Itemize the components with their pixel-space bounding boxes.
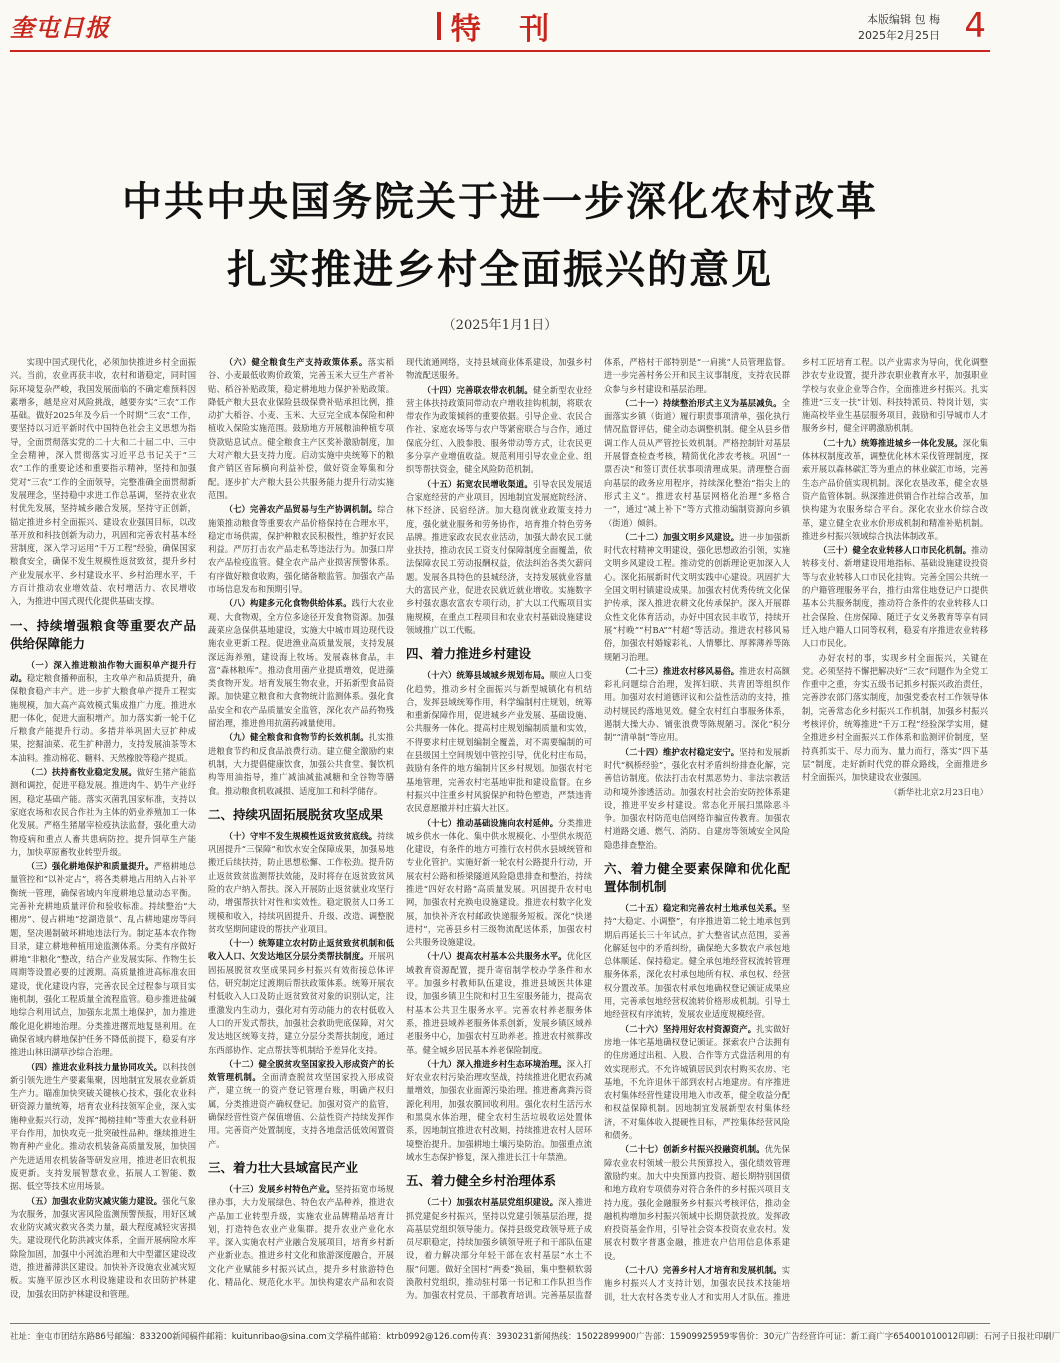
section-heading: 五、着力健全乡村治理体系 — [406, 1173, 557, 1189]
article-paragraph — [208, 830, 394, 936]
paragraph-label: （十九）深入推进乡村生态环境治理。 — [422, 1058, 567, 1069]
paragraph-label: （二十六）坚持用好农村资源资产。 — [620, 1023, 757, 1034]
footer-fax: 传真：3930231 — [470, 1332, 534, 1342]
paragraph-text: 坚持“大稳定、小调整”，有序推进第二轮土地承包到期后再延长三十年试点，扩大整省试点范围，妥善化解延包中的矛盾纠纷，确保绝大多数农户承包地总体顺延、保持稳定。健全承包地经营权流转管理服务体系，深化农村承包地所有权、承包权、经营权分置改革。加强农村承包地确权登记颁证成果应用，完善承包地经营权流转价格形成机制。引导土地经营权有序流转，发展农业适度规模经营。 — [604, 902, 790, 1020]
paragraph-text: 持续巩固提升“三保障”和饮水安全保障成果，加强易地搬迁后续扶持，防止思想松懈、工作松劲。提升防止返贫致贫监测帮扶效能，及时将存在返贫致贫风险的农户纳入帮扶。深入开展防止返贫就业攻坚行动，增强帮扶针对性和实效性。稳定脱贫人口务工规模和收入，持续巩固提升、升级、改造、调整脱贫攻坚期间建设的帮扶产业项目。 — [208, 830, 394, 934]
article-paragraph — [406, 669, 592, 815]
section-heading: 六、着力健全要素保障和优化配置体制机制 — [604, 860, 790, 894]
paragraph-label: （二十四）维护农村稳定安宁。 — [620, 746, 740, 757]
paragraph-label: （十）守牢不发生规模性返贫致贫底线。 — [224, 830, 378, 841]
article-paragraph — [10, 659, 196, 765]
section-heading: 一、持续增强粮食等重要农产品供给保障能力 — [10, 617, 196, 651]
paragraph-label: （八）构建多元化食物供给体系。 — [224, 598, 352, 609]
section-title: 特 刊 — [450, 12, 564, 47]
masthead-meta — [858, 12, 940, 44]
section-heading: 二、持续巩固拓展脱贫攻坚成果 — [208, 806, 384, 822]
article-paragraph — [604, 397, 790, 530]
paragraph-label: （二十）加强农村基层党组织建设。 — [422, 1197, 559, 1208]
paragraph-text: 健全新型农业经营主体扶持政策同带动农户增收挂钩机制，将联农带农作为政策倾斜的重要依据。引导企业、农民合作社、家庭农场等与农户等紧密联合与合作，通过保底分红、入股参股、服务带动等方式，让农民更多分享产业增值收益。规范利用引导农业企业、组织等帮扶资金，健全风险防范机制。 — [406, 384, 592, 475]
issue-date: 2025年2月25日 — [858, 29, 940, 42]
paragraph-label: （十一）统筹建立农村防止返贫致贫机制和低收入人口、欠发达地区分层分类帮扶制度。 — [208, 938, 394, 962]
footer-rule — [10, 1323, 990, 1324]
article-paragraph — [802, 437, 988, 543]
article-paragraph — [208, 731, 394, 797]
paragraph-text: 引导农民发展适合家庭经营的产业项目，因地制宜发展庭院经济、林下经济、民宿经济。加大稳岗就业政策支持力度，强化就业服务和劳务协作，培育推介特色劳务品牌。推进家政农民农业活动，加强大龄农民工就业扶持，推动农民工资支付保障制度全面覆盖，依法保障农民工劳动报酬权益，依法纠治各类欠薪问题。发展各具特色的县城经济，支持发展就业容量大的富民产业，促进农民就近就业增收。实施数字乡村强农惠农富农专项行动，扩大以工代赈项目实施规模，在重点工程项目和农业农村基础设施建设领域推广以工代赈。 — [406, 478, 592, 635]
paragraph-text: 深化集体林权制度改革，调整优化林木采伐管理制度，探索开展以森林碳汇等为重点的林业碳汇市场，完善生态产品价值实现机制。深化农垦改革，健全农垦资产监管体制。纵深推进供销合作社综合改革，加快构建为农服务综合平台。深化农业水价综合改革，建立健全农业水价形成机制和精准补贴机制。推进乡村振兴领域综合执法体制改革。 — [802, 437, 988, 541]
footer-postcode: 邮编：833200 — [114, 1332, 173, 1342]
paragraph-text: 践行大农业观、大食物观，全方位多途径开发食物资源。加强蔬菜应急保供基地建设，实施大中城市周边现代设施农业更新工程。促进渔业高质量发展，支持发展深远海养殖，建设海上牧场。发展森林食品，丰富“森林粮库”。推动食用菌产业提质增效，促进藻类食物开发。培育发展生物农业，开拓新型食品资源。加快建立粮食和大食物统计监测体系。强化食品安全和农产品质量安全监管，深化农产品药物残留治理，推进兽用抗菌药减量使用。 — [208, 598, 394, 729]
paragraph-text: 强化气象为农服务，加强灾害风险监测预警预报，用好区域农业防灾减灾救灾各类力量，最大程度减轻灾害损失。建设现代化防洪减灾体系，全面开展病险水库除险加固，加强中小河流治理和大中型灌区建设改造，推进蓄滞洪区建设。加快补齐设施农业减灾短板。实施平原沙区水利设施建设和农田防护林建设，加强农田防护林建设和管理。 — [10, 1195, 196, 1299]
article-paragraph — [406, 1058, 592, 1164]
paragraph-text: 扎实做好房地一体宅基地确权登记颁证。探索农户合法拥有的住房通过出租、入股、合作等方式盘活利用的有效实现形式。不允许城镇居民到农村购买农房、宅基地，不允许退休干部到农村占地建房。有序推进农村集体经营性建设用地入市改革，健全收益分配和权益保障机制。因地制宜发展新型农村集体经济，不对集体收入提硬性目标，严控集体经营风险和债务。 — [604, 1023, 790, 1141]
paragraph-text: 实施乡村振兴人才支持计划，加强农民技术技能培训，壮大农村各类专业人才和实用人才队伍。推进乡村工匠培育工程。以产业需求为导向，优化调整涉农专业设置，提升涉农职业教育水平，加强职业学校与农业企业等合作，全面推进乡村振兴。扎实推进“三支一扶”计划、科技特派员、特岗计划，实施高校毕业生基层服务项目，鼓励和引导城市人才服务乡村，健全评聘激励机制。 — [604, 357, 988, 1302]
paragraph-label: （十五）拓宽农民增收渠道。 — [422, 478, 533, 489]
paragraph-text: 综合施策推动粮食等重要农产品价格保持在合理水平，稳定市场供需，保护种粮农民积极性，维护好农民利益。严厉打击农产品走私等违法行为。加强口岸农产品检疫监管。健全农产品产业损害预警体系。有序做好粮食收购，强化储备粮监管。加强农产品市场信息发布和预期引导。 — [208, 504, 394, 595]
article-paragraph — [604, 746, 790, 852]
paragraph-label: （十八）提高农村基本公共服务水平。 — [422, 951, 567, 962]
paragraph-text: 深入推进抓党建促乡村振兴，坚持以党建引领基层治理，提高基层党组织领导能力。保持县级党政领导班子成员尽职稳定，持续加强乡镇领导班子和干部队伍建设，着力解决部分年轻干部在农村基层“水土不服”问题。做好全国村“两委”换届，集中整顿软弱涣散村党组织，推动驻村第一书记和工作队担当作为。加强农村党员、干部教育培训。完善基层监督体系，严格村干部特别是“一肩挑”人员管理监督。进一步完善村务公开和民主议事制度，支持农民群众参与乡村建设和基层治理。 — [406, 357, 790, 1301]
paragraph-text: 扎实推进粮食节约和反食品浪费行动。建立健全激励约束机制，大力提倡健康饮食，加强公共食堂、餐饮机构等用油指导，推广减油减盐减糖和全谷物等膳食。推动粮食机收减损、适度加工和科学储存。 — [208, 732, 394, 796]
article-paragraph — [208, 597, 394, 730]
article-paragraph — [10, 1195, 196, 1301]
article-paragraph — [604, 531, 790, 664]
footer-news-tel: 新闻热线：15022899900 — [533, 1332, 636, 1342]
masthead-rule — [10, 50, 990, 52]
footer-article-email: 文学稿件邮箱：ktrb0992@126.com — [326, 1332, 471, 1342]
paragraph-text: 优先保障农业农村领域一般公共预算投入，强化绩效管理激励约束。加大中央预算内投资、超长期特别国债和地方政府专项债券对符合条件的乡村振兴项目支持力度。强化金融服务乡村振兴考核评估，推动金融机构增加乡村振兴领域中长期贷款投放。发挥政府投资基金作用，引导社会资本投资农业农村。发展农村数字普惠金融，推进农户信用信息体系建设。 — [604, 1144, 790, 1261]
paragraph-text: 全面落实乡镇（街道）履行职责事项清单，强化执行情况监督评估，健全动态调整机制。健全从县乡借调工作人员从严管控长效机制。严格控制针对基层开展督查检查考核，精简优化涉农考核。巩固“一票否决”和签订责任状事项清理成果。清理整合面向基层的政务应用程序，持续深化整治“指尖上的形式主义”。推进农村基层网格化治理“多格合一”，通过“减上补下”等方式推动编制资源向乡镇（街道）倾斜。 — [604, 397, 790, 528]
paragraph-label: （十二）健全脱贫攻坚国家投入形成资产的长效管理机制。 — [208, 1058, 394, 1083]
article-body — [10, 356, 988, 1312]
paragraph-text: 做好生猪产能监测和调控，促进平稳发展。推进肉牛、奶牛产业纾困，稳定基础产能。落实灭菌乳国家标准，支持以家庭农场和农民合作社为主体的奶业养殖加工一体化发展。严格生猪屠宰检疫执法监督，强化重大动物疫病和重点人畜共患病防控。提升饲草生产能力，加快草原畜牧业转型升级。 — [10, 767, 196, 857]
article-paragraph — [10, 766, 196, 859]
article-paragraph — [802, 544, 988, 650]
paragraph-label: （十四）完善联农带农机制。 — [422, 384, 533, 395]
article-paragraph — [406, 478, 592, 638]
article-paragraph — [604, 665, 790, 745]
newspaper-logo: 奎屯日报 — [10, 13, 110, 42]
section-bar-left — [437, 12, 441, 40]
section-heading: 四、着力推进乡村建设 — [406, 646, 532, 662]
paragraph-text: 分类推进城乡供水一体化、集中供水规模化、小型供水规范化建设，有条件的地方可推行农村供水县域统管和专业化管护。实施好新一轮农村公路提升行动，开展农村公路和桥梁隧道风险隐患排查和整治，持续推进“四好农村路”高质量发展。巩固提升农村电网，加强农村充换电设施建设。推进农村数字化发展，加快补齐农村邮政快递服务短板。深化“快递进村”，完善县乡村三级物流配送体系，加强农村公共服务设施建设。 — [406, 817, 592, 948]
article-paragraph — [208, 937, 394, 1057]
paragraph-label: （十六）统筹县域城乡规划布局。 — [422, 670, 550, 681]
paragraph-label: （二十八）完善乡村人才培育和发展机制。 — [620, 1265, 782, 1275]
paragraph-label: （二十七）创新乡村振兴投融资机制。 — [620, 1144, 765, 1155]
article-paragraph — [406, 817, 592, 950]
paragraph-text: 坚持和发展新时代“枫桥经验”，强化农村矛盾纠纷排查化解，完善信访制度。依法打击农村黑恶势力、非法宗教活动和境外渗透活动。加强农村社会治安防控体系建设，推进平安乡村建设。常态化开展扫黑除恶斗争。加强农村防范电信网络诈骗宣传教育。加强农村道路交通、燃气、消防、自建房等领域安全风险隐患排查整治。 — [604, 746, 790, 850]
paragraph-text: 推动转移支付、新增建设用地指标、基础设施建设投资等与农业转移人口市民化挂钩。完善全国公共统一的户籍管理服务平台，推行由常住地登记户口提供基本公共服务制度，推动符合条件的农业转移人口社会保险、住房保障、随迁子女义务教育等享有同迁入地户籍人口同等权利，稳妥有序推进农业转移人口市民化。 — [802, 545, 988, 649]
paragraph-label: （一）深入推进粮油作物大面积单产提升行动。 — [10, 659, 196, 683]
footer-ad-license: 广告经营许可证：新工商广字654001010012 — [782, 1332, 959, 1342]
paragraph-text: 开展巩固拓展脱贫攻坚成果同乡村振兴有效衔接总体评估，研究制定过渡期后帮扶政策体系。统筹开展农村低收入人口及防止返贫致贫对象的识别认定，注重激发内生动力，强化对有劳动能力的农村低收入人口的开发式帮扶，加强社会救助兜底保障，对欠发达地区统筹支持，建立分层分类帮扶制度，通过东西部协作、定点帮扶等机制给予差异化支持。 — [208, 951, 394, 1055]
paragraph-label: （二十一）持续整治形式主义为基层减负。 — [620, 397, 782, 408]
article-paragraph — [208, 356, 394, 502]
paragraph-label: （九）健全粮食和食物节约长效机制。 — [224, 732, 369, 743]
paragraph-text: 全面清查脱贫攻坚国家投入形成资产，建立统一的资产登记管理台账，明确产权归属，分类推进资产确权登记。加强对资产的监管，确保经营性资产保值增值、公益性资产持续发挥作用。完善资产处置制度，支持各地盘活低效闲置资产。 — [208, 1072, 394, 1149]
paragraph-text: 稳定粮食播种面积，主攻单产和品质提升，确保粮食稳产丰产。进一步扩大粮食单产提升工程实施规模，加大高产高效模式集成推广力度。推进水肥一体化，促进大面积增产。加力落实新一轮千亿斤粮食产能提升行动。多措并举巩固大豆扩种成果，挖掘油菜、花生扩种潜力，支持发展油茶等木本油料。推动棉花、糖料、天然橡胶等稳产提质。 — [10, 672, 196, 763]
headline-line-2: 扎实推进乡村全面振兴的意见 — [227, 247, 773, 293]
paragraph-text: 优化区域教育资源配置，提升寄宿制学校办学条件和水平。加强乡村教师队伍建设，推进县域医共体建设，加强乡镇卫生院和村卫生室服务能力，提高农村基本公共卫生服务水平。完善农村养老服务体系，推进县域养老服务体系创新，发展乡镇区域养老服务中心，加强农村互助养老。推进农村殡葬改革。健全城乡居民基本养老保险制度。 — [406, 951, 592, 1055]
closing-paragraph: 办好农村的事，实现乡村全面振兴，关键在党。必须坚持不懈把解决好“三农”问题作为全党工作重中之重，夯实五级书记抓乡村振兴政治责任，完善涉农部门落实制度，加强党委农村工作领导体制，完善常态化乡村振兴工作机制，加强乡村振兴考核评价，统筹推进“千万工程”经验深学实用，健全推进乡村全面振兴工作体系和监测评价制度，坚持真抓实干、尽力而为、量力而行，落实“四下基层”制度，走好新时代党的群众路线，全面推进乡村全面振兴，加快建设农业强国。 — [802, 652, 988, 783]
section-heading: 三、着力壮大县域富民产业 — [208, 1159, 359, 1175]
document-date: （2025年1月1日） — [442, 318, 558, 333]
paragraph-label: （二十三）推进农村移风易俗。 — [620, 665, 740, 676]
article-paragraph — [604, 1143, 790, 1263]
article-paragraph — [604, 902, 790, 1022]
paragraph-label: （二十二）加强文明乡风建设。 — [620, 531, 740, 542]
paragraph-label: （七）完善农产品贸易与生产协调机制。 — [224, 504, 378, 515]
paragraph-text: 严格耕地总量管控和“以补定占”，将各类耕地占用纳入占补平衡统一管理，确保省域内年度耕地总量动态平衡。完善补充耕地质量评价和验收标准。持续整治“大棚房”、侵占耕地“挖湖造景”、乱占耕地建房等问题，坚决遏制破坏耕地违法行为。制定基本农作物目录，建立耕地种植用途监测体系。分类有序做好耕地“非粮化”整改，结合产业发展实际、作物生长周期等设置必要的过渡期。高质量推进高标准农田建设，优化建设内容，完善农民全过程参与项目实施机制，强化工程质量全流程监管。稳步推进盐碱地综合利用试点，加强东北黑土地保护，加力推进酸化退化耕地治理。分类推进撂荒地复垦利用。在确保省域内耕地保护任务不降低前提下，稳妥有序推进山林田湖草沙综合治理。 — [10, 861, 196, 1058]
paragraph-label: （五）加强农业防灾减灾能力建设。 — [26, 1195, 163, 1206]
paragraph-label: （十三）发展乡村特色产业。 — [224, 1183, 335, 1194]
paragraph-text: 以科技创新引领先进生产要素集聚，因地制宜发展农业新质生产力。瞄准加快突破关键核心技术，强化农业科研资源力量统筹，培育农业科技领军企业，深入实施种业振兴行动，发挥“揭榜挂帅”等重大农业科研平台作用，加快攻克一批突破性品种。继续推进生物育种产业化。推动农机装备高质量发展，加快国产先进适用农机装备等研发应用，推进老旧农机报废更新。支持发展智慧农业，拓展人工智能、数据、低空等技术应用场景。 — [10, 1061, 196, 1192]
paragraph-label: （三十）健全农业转移人口市民化机制。 — [818, 545, 972, 556]
paragraph-text: 坚持拓宽市场规律办事，大力发展绿色、特色农产品种养，推进农产品加工业转型升级，实施农业品牌精品培育计划，打造特色农业产业集群。提升农业产业化水平。深入实施农村产业融合发展项目，培育乡村新产业新业态。推进乡村文化和旅游深度融合，开展文化产业赋能乡村振兴试点，提升乡村旅游特色化、精品化、规范化水平。加快构建农产品和农资现代流通网络，支持县域商业体系建设，加强乡村物流配送服务。 — [208, 357, 592, 1287]
paragraph-text: 推进农村高额彩礼问题综合治理，发挥妇联、共青团等组织作用。加强对农村道德评议和公益性活动的支持，推动村规民约落地见效。健全农村红白事服务体系，遏制大操大办、铺张浪费等陈规陋习。深化“积分制”“清单制”等应用。 — [604, 665, 790, 743]
article-paragraph — [406, 384, 592, 477]
paragraph-label: （二十五）稳定和完善农村土地承包关系。 — [620, 902, 782, 913]
paragraph-label: （四）推进农业科技力量协同攻关。 — [26, 1061, 163, 1072]
article-paragraph — [10, 1061, 196, 1194]
footer-news-email: 新闻稿件邮箱：kuitunribao@sina.com — [172, 1332, 327, 1342]
paragraph-label: （三）强化耕地保护和质量提升。 — [26, 861, 154, 872]
editor-line: 本版编辑 包 梅 — [867, 13, 940, 26]
paragraph-label: （二）扶持畜牧业稳定发展。 — [26, 767, 137, 778]
section-banner — [400, 6, 590, 46]
paragraph-text: 进一步加强新时代农村精神文明建设，强化思想政治引领，实施文明乡风建设工程。推动党的创新理论更加深入人心。深化拓展新时代文明实践中心建设。巩固扩大全国文明村镇建设成果。加强农村优秀传统文化保护传承，深入推进农耕文化传承保护。深入开展群众性文化体育活动，办好中国农民丰收节，持续开展“村晚”“村BA”“村超”等活动。推进农村移风易俗，加强农村婚嫁彩礼、人情攀比、厚葬薄养等陈规陋习治理。 — [604, 531, 790, 662]
paragraph-text: 深入打好农业农村污染治理攻坚战，持续推进化肥农药减量增效，加强农业面源污染治理。推进畜禽粪污资源化利用，加强农膜回收利用。强化农村生活污水和黑臭水体治理，健全农村生活垃圾收运处置体系，因地制宜推进农村改厕，持续推进农村人居环境整治提升。加强耕地土壤污染防治。加强重点流域水生态保护修复，深入推进长江十年禁渔。 — [406, 1058, 592, 1162]
paragraph-label: （六）健全粮食生产支持政策体系。 — [224, 357, 368, 367]
page-number: 4 — [964, 6, 986, 46]
footer — [10, 1330, 1060, 1342]
article-paragraph — [208, 1058, 394, 1151]
article-paragraph — [406, 950, 592, 1056]
footer-price: 零售价：30元 — [729, 1332, 783, 1342]
article-paragraph — [604, 1023, 790, 1143]
intro-paragraph: 实现中国式现代化，必须加快推进乡村全面振兴。当前，农业再获丰收，农村和谐稳定，同时国际环境复杂严峻，我国发展面临的不确定难预料因素增多，越是应对风险挑战，越要夯实“三农”工作基础。做好2025年及今后一个时期“三农”工作，要坚持以习近平新时代中国特色社会主义思想为指导，全面贯彻落实党的二十大和二十届二中、三中全会精神，深入贯彻落实习近平总书记关于“三农”工作的重要论述和重要指示精神，坚持和加强党对“三农”工作的全面领导，完整准确全面贯彻新发展理念，坚持稳中求进工作总基调，坚持农业农村优先发展，坚持城乡融合发展，坚持守正创新，锚定推进乡村全面振兴、建设农业强国目标，以改革开放和科技创新为动力，巩固和完善农村基本经营制度，深入学习运用“千万工程”经验，确保国家粮食安全，确保不发生规模性返贫致贫，提升乡村产业发展水平、乡村建设水平、乡村治理水平，千方百计推动农业增效益、农村增活力、农民增收入，为推进中国式现代化提供基础支撑。 — [10, 357, 196, 607]
byline: （新华社北京2月23日电） — [889, 786, 988, 797]
paragraph-text: 落实稻谷、小麦最低收购价政策，完善玉米大豆生产者补贴、稻谷补贴政策，稳定耕地地力保护补贴政策。降低产粮大县农业保险县级保费补贴承担比例，推动扩大稻谷、小麦、玉米、大豆完全成本保险和种植收入保险实施范围。鼓励地方开展粮油种植专项贷款贴息试点。健全粮食主产区奖补激励制度，加大对产粮大县支持力度。启动实施中央统筹下的粮食产销区省际横向利益补偿，做好资金筹集和分配。逐步扩大产粮大县公共服务能力提升行动实施范围。 — [208, 357, 394, 500]
article-paragraph — [208, 503, 394, 596]
paragraph-text: 顺应人口变化趋势，推动乡村全面振兴与新型城镇化有机结合，发挥县域统筹作用，科学编制村庄规划，统筹和重新保障作用，促进城乡产业发展、基础设施、公共服务一体化。提高村庄规划编制质量和实效，不得要求村庄规划编制全覆盖，对不需要编制的可在县级国土空间规划中管控引导，优化村庄布局，鼓励有条件的地方编制片区乡村规划。加强农村宅基地管理，完善农村宅基地审批和建设监督。在乡村振兴中注重乡村风貌保护和特色塑造，严禁违背农民意愿撤并村庄搞大社区。 — [406, 670, 592, 814]
paragraph-label: （二十九）统筹推进城乡一体化发展。 — [818, 437, 963, 448]
footer-ad-tel: 广告部：15909925959 — [635, 1332, 730, 1342]
article-paragraph — [10, 860, 196, 1059]
footer-printer: 印刷：石河子日报社印刷厂 — [958, 1332, 1060, 1342]
headline-line-1: 中共中央国务院关于进一步深化农村改革 — [122, 179, 878, 225]
paragraph-label: （十七）推动基础设施向农村延伸。 — [422, 817, 559, 828]
footer-address: 社址：奎屯市团结东路86号 — [10, 1332, 115, 1342]
